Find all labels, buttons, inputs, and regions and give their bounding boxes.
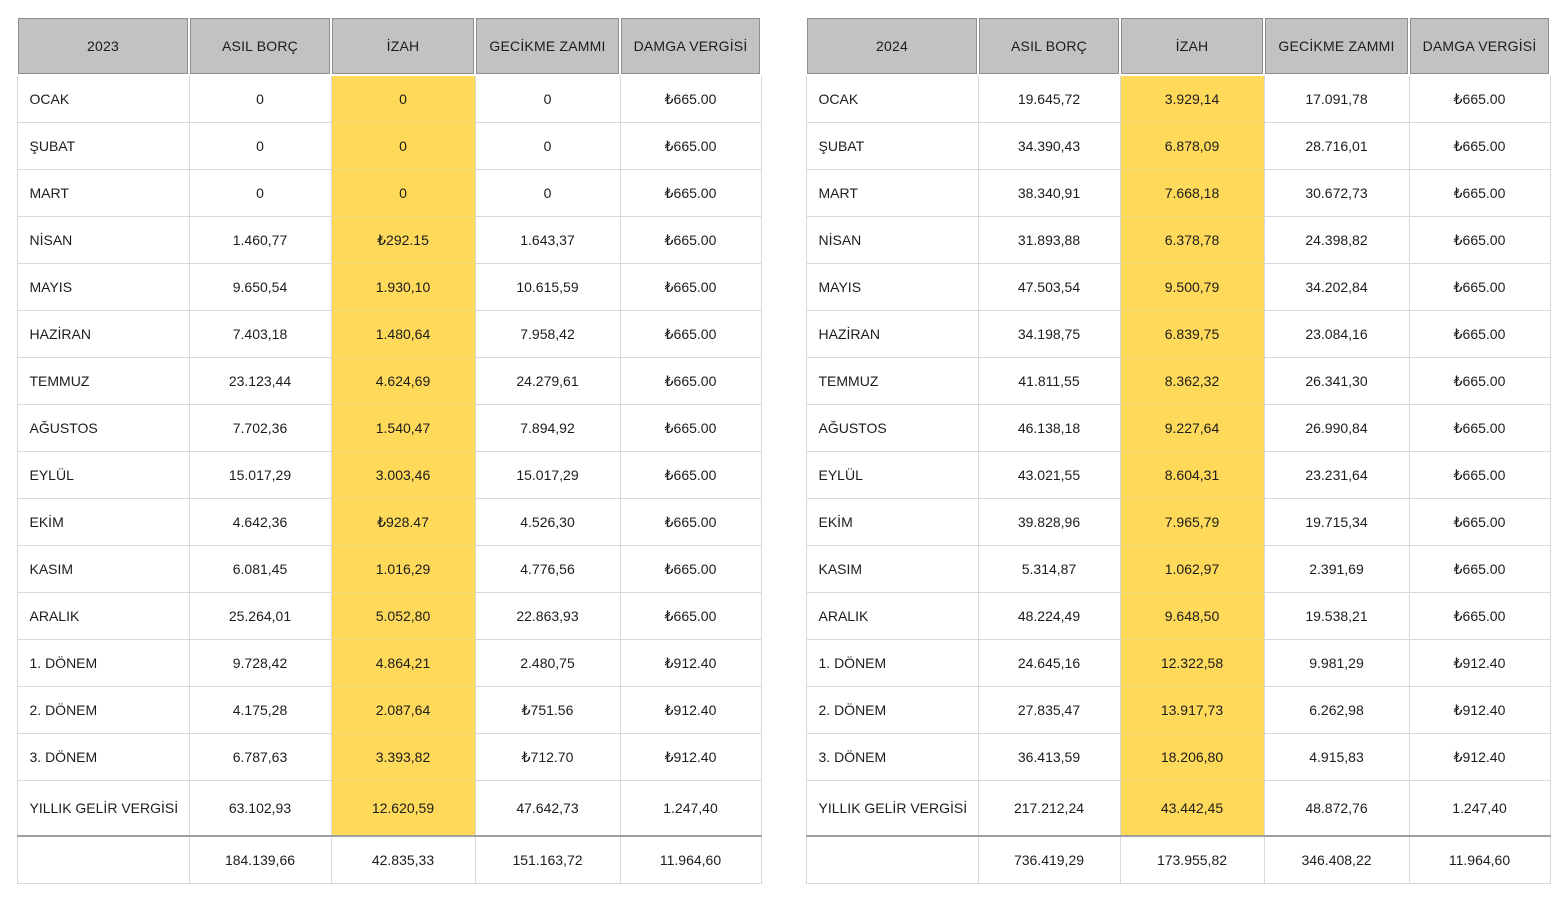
total-cell: 151.163,72	[475, 836, 620, 884]
data-cell: 0	[475, 75, 620, 123]
table-row	[17, 593, 761, 640]
data-cell: 2.480,75	[475, 640, 620, 687]
table-row	[806, 640, 1550, 687]
data-cell: 0	[189, 123, 331, 170]
row-label: MAYIS	[17, 264, 189, 311]
izah-highlight-cell: 1.930,10	[331, 264, 475, 311]
izah-highlight-cell: 6.378,78	[1120, 217, 1264, 264]
tax-table-2024	[805, 16, 1551, 884]
table-row	[806, 311, 1550, 358]
data-cell: 4.776,56	[475, 546, 620, 593]
data-cell: ₺665.00	[620, 499, 761, 546]
row-label: ŞUBAT	[806, 123, 978, 170]
row-label: ARALIK	[806, 593, 978, 640]
data-cell: ₺665.00	[620, 546, 761, 593]
izah-highlight-cell: 3.003,46	[331, 452, 475, 499]
data-cell: 217.212,24	[978, 781, 1120, 837]
tax-table-2023	[16, 16, 762, 884]
data-cell: 46.138,18	[978, 405, 1120, 452]
izah-highlight-cell: 7.668,18	[1120, 170, 1264, 217]
izah-highlight-cell: 0	[331, 123, 475, 170]
totals-empty-label	[806, 836, 978, 884]
column-header-asil-borc: ASIL BORÇ	[189, 17, 331, 75]
data-cell: ₺665.00	[1409, 123, 1550, 170]
row-label: YILLIK GELİR VERGİSİ	[806, 781, 978, 837]
izah-highlight-cell: ₺292.15	[331, 217, 475, 264]
data-cell: 23.231,64	[1264, 452, 1409, 499]
table-row	[806, 734, 1550, 781]
izah-highlight-cell: 9.648,50	[1120, 593, 1264, 640]
data-cell: 31.893,88	[978, 217, 1120, 264]
row-label: MART	[806, 170, 978, 217]
table-row	[806, 75, 1550, 123]
data-cell: 4.915,83	[1264, 734, 1409, 781]
data-cell: ₺665.00	[620, 311, 761, 358]
data-cell: ₺912.40	[620, 640, 761, 687]
izah-highlight-cell: 6.878,09	[1120, 123, 1264, 170]
column-header-gecikme-zammi: GECİKME ZAMMI	[1264, 17, 1409, 75]
row-label: 1. DÖNEM	[806, 640, 978, 687]
data-cell: 63.102,93	[189, 781, 331, 837]
data-cell: 39.828,96	[978, 499, 1120, 546]
data-cell: 26.990,84	[1264, 405, 1409, 452]
data-cell: 24.279,61	[475, 358, 620, 405]
row-label: OCAK	[806, 75, 978, 123]
row-label: 2. DÖNEM	[806, 687, 978, 734]
table-row	[806, 593, 1550, 640]
izah-highlight-cell: 1.016,29	[331, 546, 475, 593]
izah-highlight-cell: 4.864,21	[331, 640, 475, 687]
data-cell: ₺665.00	[1409, 405, 1550, 452]
row-label: TEMMUZ	[806, 358, 978, 405]
data-cell: 36.413,59	[978, 734, 1120, 781]
data-cell: 41.811,55	[978, 358, 1120, 405]
table-row	[17, 734, 761, 781]
column-header-damga-vergisi: DAMGA VERGİSİ	[620, 17, 761, 75]
data-cell: ₺665.00	[1409, 75, 1550, 123]
column-header-izah: İZAH	[1120, 17, 1264, 75]
izah-highlight-cell: 12.620,59	[331, 781, 475, 837]
izah-highlight-cell: 3.929,14	[1120, 75, 1264, 123]
total-cell: 11.964,60	[1409, 836, 1550, 884]
table-row	[806, 217, 1550, 264]
data-cell: 48.224,49	[978, 593, 1120, 640]
data-cell: 23.123,44	[189, 358, 331, 405]
izah-highlight-cell: 4.624,69	[331, 358, 475, 405]
data-cell: 6.787,63	[189, 734, 331, 781]
data-cell: ₺912.40	[620, 687, 761, 734]
column-header-asil-borc: ASIL BORÇ	[978, 17, 1120, 75]
data-cell: ₺665.00	[1409, 170, 1550, 217]
table-row	[17, 640, 761, 687]
izah-highlight-cell: 8.362,32	[1120, 358, 1264, 405]
row-label: ARALIK	[17, 593, 189, 640]
data-cell: ₺912.40	[1409, 687, 1550, 734]
row-label: YILLIK GELİR VERGİSİ	[17, 781, 189, 837]
data-cell: ₺912.40	[620, 734, 761, 781]
total-cell: 42.835,33	[331, 836, 475, 884]
row-label: EKİM	[17, 499, 189, 546]
row-label: MAYIS	[806, 264, 978, 311]
table-row	[17, 499, 761, 546]
data-cell: ₺665.00	[620, 170, 761, 217]
data-cell: ₺665.00	[620, 217, 761, 264]
total-cell: 346.408,22	[1264, 836, 1409, 884]
data-cell: 19.715,34	[1264, 499, 1409, 546]
data-cell: ₺665.00	[1409, 358, 1550, 405]
header-row	[806, 17, 1550, 75]
data-cell: 47.642,73	[475, 781, 620, 837]
data-cell: 0	[475, 123, 620, 170]
data-cell: ₺912.40	[1409, 734, 1550, 781]
table-row	[806, 546, 1550, 593]
data-cell: ₺665.00	[620, 405, 761, 452]
data-cell: ₺665.00	[1409, 546, 1550, 593]
data-cell: 34.390,43	[978, 123, 1120, 170]
table-row	[17, 781, 761, 837]
izah-highlight-cell: ₺928.47	[331, 499, 475, 546]
data-cell: 34.202,84	[1264, 264, 1409, 311]
data-cell: ₺665.00	[1409, 452, 1550, 499]
year-header: 2023	[17, 17, 189, 75]
data-cell: 48.872,76	[1264, 781, 1409, 837]
data-cell: 0	[189, 170, 331, 217]
row-label: NİSAN	[17, 217, 189, 264]
table-row	[17, 687, 761, 734]
column-header-gecikme-zammi: GECİKME ZAMMI	[475, 17, 620, 75]
izah-highlight-cell: 43.442,45	[1120, 781, 1264, 837]
row-label: MART	[17, 170, 189, 217]
totals-row	[806, 836, 1550, 884]
total-cell: 184.139,66	[189, 836, 331, 884]
row-label: AĞUSTOS	[806, 405, 978, 452]
izah-highlight-cell: 0	[331, 75, 475, 123]
data-cell: ₺665.00	[1409, 499, 1550, 546]
data-cell: 15.017,29	[189, 452, 331, 499]
table-row	[17, 358, 761, 405]
izah-highlight-cell: 3.393,82	[331, 734, 475, 781]
data-cell: 27.835,47	[978, 687, 1120, 734]
table-row	[806, 499, 1550, 546]
data-cell: 4.642,36	[189, 499, 331, 546]
izah-highlight-cell: 5.052,80	[331, 593, 475, 640]
row-label: 3. DÖNEM	[806, 734, 978, 781]
izah-highlight-cell: 0	[331, 170, 475, 217]
table-row	[806, 781, 1550, 837]
data-cell: ₺665.00	[620, 75, 761, 123]
data-cell: 26.341,30	[1264, 358, 1409, 405]
row-label: EKİM	[806, 499, 978, 546]
table-row	[17, 311, 761, 358]
data-cell: 10.615,59	[475, 264, 620, 311]
izah-highlight-cell: 9.500,79	[1120, 264, 1264, 311]
table-row	[806, 358, 1550, 405]
data-cell: 19.538,21	[1264, 593, 1409, 640]
data-cell: 4.175,28	[189, 687, 331, 734]
data-cell: ₺665.00	[620, 358, 761, 405]
data-cell: 47.503,54	[978, 264, 1120, 311]
data-cell: 9.981,29	[1264, 640, 1409, 687]
totals-empty-label	[17, 836, 189, 884]
data-cell: 7.894,92	[475, 405, 620, 452]
izah-highlight-cell: 1.540,47	[331, 405, 475, 452]
column-header-izah: İZAH	[331, 17, 475, 75]
table-body	[17, 75, 761, 884]
data-cell: ₺665.00	[620, 593, 761, 640]
izah-highlight-cell: 2.087,64	[331, 687, 475, 734]
data-cell: 7.958,42	[475, 311, 620, 358]
data-cell: 9.650,54	[189, 264, 331, 311]
table-row	[17, 217, 761, 264]
data-cell: 24.398,82	[1264, 217, 1409, 264]
table-body	[806, 75, 1550, 884]
row-label: HAZİRAN	[17, 311, 189, 358]
data-cell: 43.021,55	[978, 452, 1120, 499]
data-cell: 34.198,75	[978, 311, 1120, 358]
total-cell: 11.964,60	[620, 836, 761, 884]
data-cell: ₺665.00	[1409, 593, 1550, 640]
row-label: 3. DÖNEM	[17, 734, 189, 781]
table-row	[17, 123, 761, 170]
data-cell: 38.340,91	[978, 170, 1120, 217]
row-label: 2. DÖNEM	[17, 687, 189, 734]
data-cell: ₺712.70	[475, 734, 620, 781]
data-cell: 7.403,18	[189, 311, 331, 358]
izah-highlight-cell: 8.604,31	[1120, 452, 1264, 499]
izah-highlight-cell: 9.227,64	[1120, 405, 1264, 452]
row-label: KASIM	[806, 546, 978, 593]
total-cell: 173.955,82	[1120, 836, 1264, 884]
izah-highlight-cell: 1.480,64	[331, 311, 475, 358]
year-header: 2024	[806, 17, 978, 75]
data-cell: 1.247,40	[620, 781, 761, 837]
row-label: KASIM	[17, 546, 189, 593]
table-row	[17, 264, 761, 311]
row-label: 1. DÖNEM	[17, 640, 189, 687]
data-cell: ₺665.00	[620, 123, 761, 170]
row-label: AĞUSTOS	[17, 405, 189, 452]
table-row	[806, 264, 1550, 311]
data-cell: 0	[189, 75, 331, 123]
data-cell: 28.716,01	[1264, 123, 1409, 170]
data-cell: ₺751.56	[475, 687, 620, 734]
data-cell: 1.643,37	[475, 217, 620, 264]
data-cell: 19.645,72	[978, 75, 1120, 123]
data-cell: 2.391,69	[1264, 546, 1409, 593]
row-label: EYLÜL	[17, 452, 189, 499]
table-row	[17, 170, 761, 217]
data-cell: 24.645,16	[978, 640, 1120, 687]
data-cell: 15.017,29	[475, 452, 620, 499]
table-row	[17, 452, 761, 499]
izah-highlight-cell: 18.206,80	[1120, 734, 1264, 781]
table-row	[17, 405, 761, 452]
data-cell: 17.091,78	[1264, 75, 1409, 123]
data-cell: ₺665.00	[1409, 311, 1550, 358]
data-cell: 22.863,93	[475, 593, 620, 640]
total-cell: 736.419,29	[978, 836, 1120, 884]
row-label: TEMMUZ	[17, 358, 189, 405]
table-row	[17, 75, 761, 123]
table-row	[806, 405, 1550, 452]
data-cell: 6.262,98	[1264, 687, 1409, 734]
data-cell: 0	[475, 170, 620, 217]
table-row	[806, 452, 1550, 499]
data-cell: 9.728,42	[189, 640, 331, 687]
data-cell: 1.247,40	[1409, 781, 1550, 837]
row-label: HAZİRAN	[806, 311, 978, 358]
data-cell: ₺665.00	[620, 264, 761, 311]
table-row	[17, 546, 761, 593]
data-cell: 4.526,30	[475, 499, 620, 546]
row-label: EYLÜL	[806, 452, 978, 499]
data-cell: ₺665.00	[620, 452, 761, 499]
data-cell: 1.460,77	[189, 217, 331, 264]
tables-container	[16, 16, 1551, 884]
izah-highlight-cell: 1.062,97	[1120, 546, 1264, 593]
data-cell: 23.084,16	[1264, 311, 1409, 358]
izah-highlight-cell: 12.322,58	[1120, 640, 1264, 687]
header-row	[17, 17, 761, 75]
column-header-damga-vergisi: DAMGA VERGİSİ	[1409, 17, 1550, 75]
data-cell: 6.081,45	[189, 546, 331, 593]
row-label: ŞUBAT	[17, 123, 189, 170]
table-row	[806, 123, 1550, 170]
izah-highlight-cell: 7.965,79	[1120, 499, 1264, 546]
totals-row	[17, 836, 761, 884]
table-row	[806, 687, 1550, 734]
data-cell: ₺665.00	[1409, 217, 1550, 264]
table-row	[806, 170, 1550, 217]
data-cell: 7.702,36	[189, 405, 331, 452]
data-cell: 5.314,87	[978, 546, 1120, 593]
izah-highlight-cell: 13.917,73	[1120, 687, 1264, 734]
data-cell: 30.672,73	[1264, 170, 1409, 217]
data-cell: ₺665.00	[1409, 264, 1550, 311]
row-label: NİSAN	[806, 217, 978, 264]
data-cell: 25.264,01	[189, 593, 331, 640]
row-label: OCAK	[17, 75, 189, 123]
data-cell: ₺912.40	[1409, 640, 1550, 687]
izah-highlight-cell: 6.839,75	[1120, 311, 1264, 358]
